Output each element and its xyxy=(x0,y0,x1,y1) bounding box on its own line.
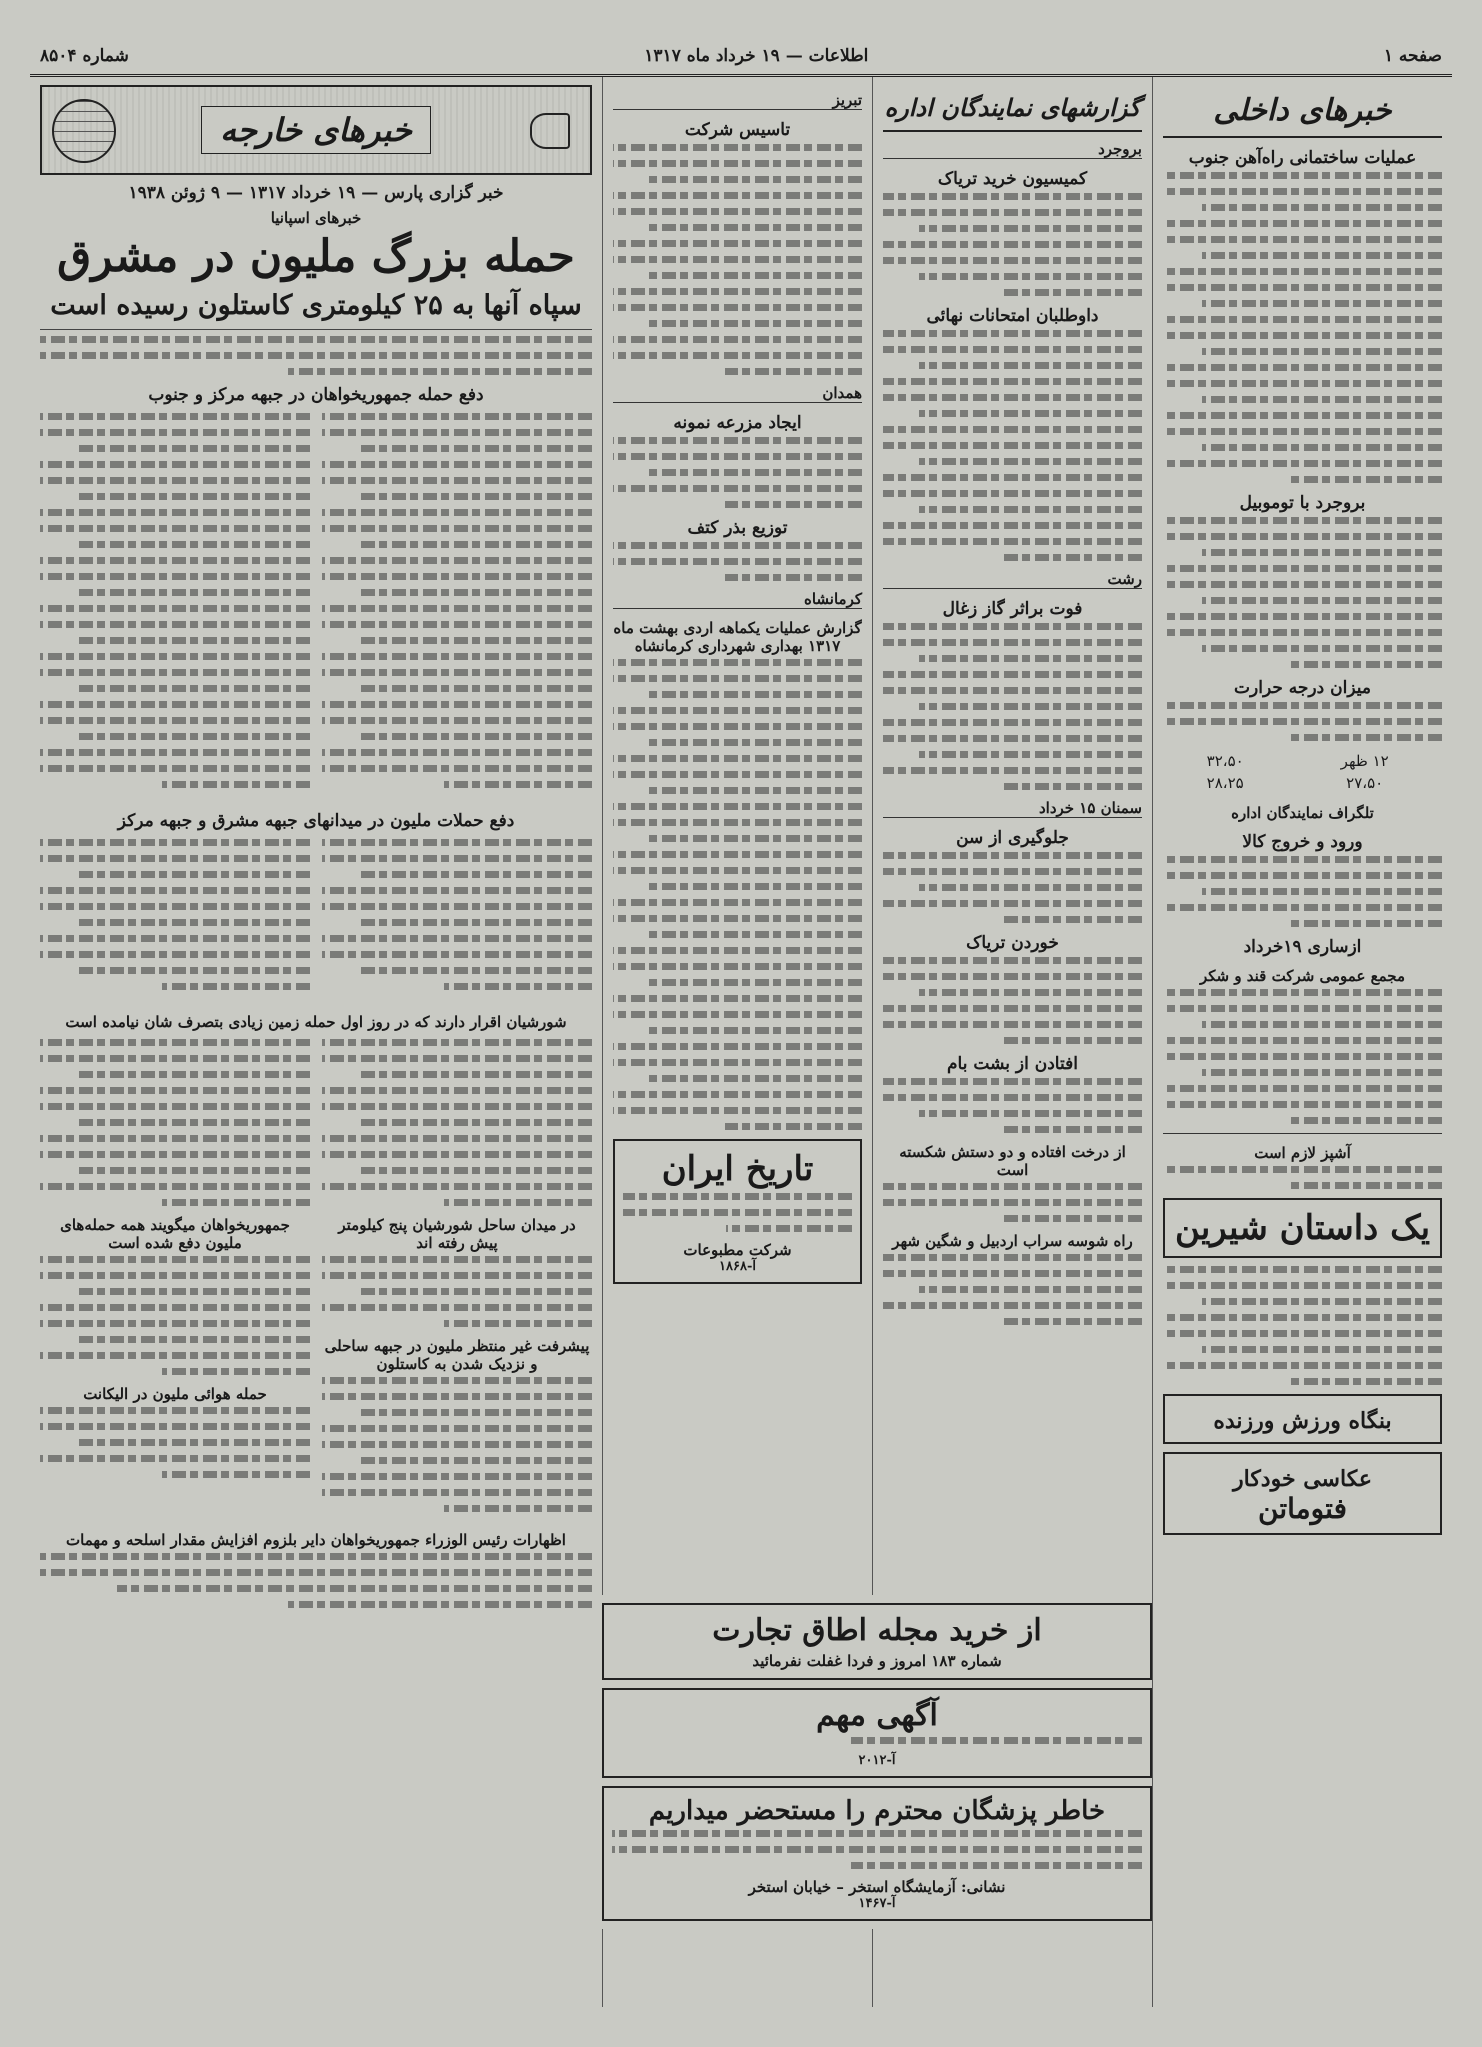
article-text xyxy=(322,1256,592,1327)
article-text xyxy=(1163,702,1442,741)
article-text xyxy=(883,1254,1142,1325)
headline: ایجاد مزرعه نمونه xyxy=(673,413,802,433)
article-text xyxy=(40,1256,310,1375)
lab-ad: خاطر پزشگان محترم را مستحضر میداریم نشانی: آزمایشگاه استخر – خیابان استخر آ-۱۴۶۷ xyxy=(602,1786,1152,1921)
gramophone-horn-icon xyxy=(530,113,570,149)
photo-ad: عکاسی خودکار فتوماتن xyxy=(1163,1452,1442,1535)
bottom-ads xyxy=(602,1595,1152,1929)
headline: عملیات ساختمانی راه‌آهن جنوب xyxy=(1188,148,1417,168)
place-label: رشت xyxy=(883,570,1142,589)
headline: داوطلبان امتحانات نهائی xyxy=(926,306,1099,326)
kicker: خبرهای اسپانیا xyxy=(270,209,362,227)
temperature-table: ۱۲ ظهر ۳۲،۵۰ ۲۷،۵۰ ۲۸،۲۵ xyxy=(1206,752,1389,792)
article-text xyxy=(883,623,1142,790)
article-text xyxy=(40,1553,592,1608)
article-text xyxy=(40,336,592,375)
article-text xyxy=(883,1078,1142,1133)
magazine-ad: از خرید مجله اطاق تجارت شماره ۱۸۳ امروز و فردا غفلت نفرمائید xyxy=(602,1603,1152,1680)
article-text xyxy=(40,1039,310,1206)
article-text xyxy=(883,330,1142,561)
headline: جمهوریخواهان میگویند همه حمله‌های ملیون دفع شده است xyxy=(60,1215,290,1252)
article-text xyxy=(613,659,862,1130)
headline: ورود و خروج کالا xyxy=(1242,832,1363,852)
domestic-column xyxy=(1152,77,1452,2007)
headline: تلگراف نمایندگان اداره xyxy=(1231,804,1374,822)
article-text xyxy=(613,542,862,581)
place-label: تبریز xyxy=(613,91,862,110)
place-label: بروجرد xyxy=(883,140,1142,159)
article-text xyxy=(1163,1266,1442,1385)
headline: تاسیس شرکت xyxy=(684,120,791,140)
headline: کمیسیون خرید تریاک xyxy=(937,169,1088,189)
article-text xyxy=(1163,172,1442,483)
headline: دفع حملات ملیون در میدانهای جبهه مشرق و جبهه مرکز xyxy=(117,810,515,831)
headline: گزارش عملیات یکماهه اردی بهشت ماه ۱۳۱۷ بهداری شهرداری کرمانشاه xyxy=(613,619,862,655)
page-section: صفحه ۱ xyxy=(1383,46,1442,66)
sport-ad: بنگاه ورزش ورزنده xyxy=(1163,1394,1442,1444)
headline: جلوگیری از سن xyxy=(956,828,1069,848)
headline: اظهارات رئیس الوزراء جمهوریخواهان دایر بلزوم افزایش مقدار اسلحه و مهمات xyxy=(66,1530,566,1549)
headline: پیشرفت غیر منتظر ملیون در جبهه ساحلی و نزدیک شدن به کاستلون xyxy=(324,1336,590,1373)
headline: از درخت افتاده و دو دستش شکسته است xyxy=(899,1143,1126,1179)
article-text xyxy=(883,852,1142,923)
headline: حمله هوائی ملیون در الیکانت xyxy=(83,1384,267,1403)
article-text xyxy=(322,1377,592,1512)
reports-banner: گزارشهای نمایندگان اداره xyxy=(883,85,1142,132)
article-text xyxy=(883,957,1142,1044)
globe-icon xyxy=(52,99,116,163)
sub-headline: سپاه آنها به ۲۵ کیلومتری کاستلون رسیده است xyxy=(40,288,592,330)
headline: مجمع عمومی شرکت قند و شکر xyxy=(1199,967,1406,985)
place-label: همدان xyxy=(613,384,862,403)
notice-ad: آگهی مهم آ-۲۰۱۲ xyxy=(602,1688,1152,1778)
story-ad: یک داستان شیرین xyxy=(1163,1198,1442,1258)
article-text xyxy=(1163,989,1442,1124)
headline: خوردن تریاک xyxy=(966,933,1059,953)
article-text xyxy=(322,1039,592,1206)
article-text xyxy=(1163,517,1442,668)
masthead xyxy=(30,40,1452,77)
headline: در میدان ساحل شورشیان پنج کیلومتر پیش رفته اند xyxy=(338,1215,576,1252)
place-label: سمنان ۱۵ خرداد xyxy=(883,799,1142,818)
dateline: خبر گزاری پارس — ۱۹ خرداد ۱۳۱۷ — ۹ ژوئن ۱۹۳۸ xyxy=(128,183,504,203)
headline: شورشیان اقرار دارند که در روز اول حمله زمین زیادی بتصرف شان نیامده است xyxy=(65,1012,567,1031)
article-text xyxy=(883,1183,1142,1222)
place-label: کرمانشاه xyxy=(613,590,862,609)
domestic-banner: خبرهای داخلی xyxy=(1163,85,1442,138)
headline: افتادن از بشت بام xyxy=(947,1054,1078,1074)
article-text xyxy=(322,839,592,999)
issue-number: شماره ۸۵۰۴ xyxy=(40,46,129,66)
headline: توزیع بذر کتف xyxy=(687,518,788,538)
foreign-banner: خبرهای خارجه xyxy=(40,85,592,175)
headline: ازساری ۱۹خرداد xyxy=(1243,937,1362,957)
article-text xyxy=(322,413,592,797)
article-text xyxy=(1163,856,1442,927)
newspaper-page xyxy=(30,40,1452,2030)
foreign-column xyxy=(30,77,602,2007)
headline: راه شوسه سراب اردبیل و شگین شهر xyxy=(892,1232,1133,1250)
book-ad: تاریخ ایران شرکت مطبوعات آ-۱۸۶۸ xyxy=(613,1139,862,1284)
article-text xyxy=(40,1407,310,1478)
headline: میزان درجه حرارت xyxy=(1234,678,1371,698)
article-text xyxy=(1163,1166,1442,1189)
article-text xyxy=(883,193,1142,296)
article-text xyxy=(40,413,310,797)
headline: فوت براثر گاز زغال xyxy=(942,599,1083,619)
article-text xyxy=(613,437,862,508)
headline: آشپز لازم است xyxy=(1254,1144,1351,1162)
article-text xyxy=(613,144,862,375)
headline: دفع حمله جمهوریخواهان در جبهه مرکز و جنوب xyxy=(148,384,484,405)
main-headline: حمله بزرگ ملیون در مشرق xyxy=(57,231,575,282)
article-text xyxy=(40,839,310,999)
headline: بروجرد با توموبیل xyxy=(1239,493,1366,513)
issue-date: اطلاعات — ۱۹ خرداد ماه ۱۳۱۷ xyxy=(644,46,869,66)
